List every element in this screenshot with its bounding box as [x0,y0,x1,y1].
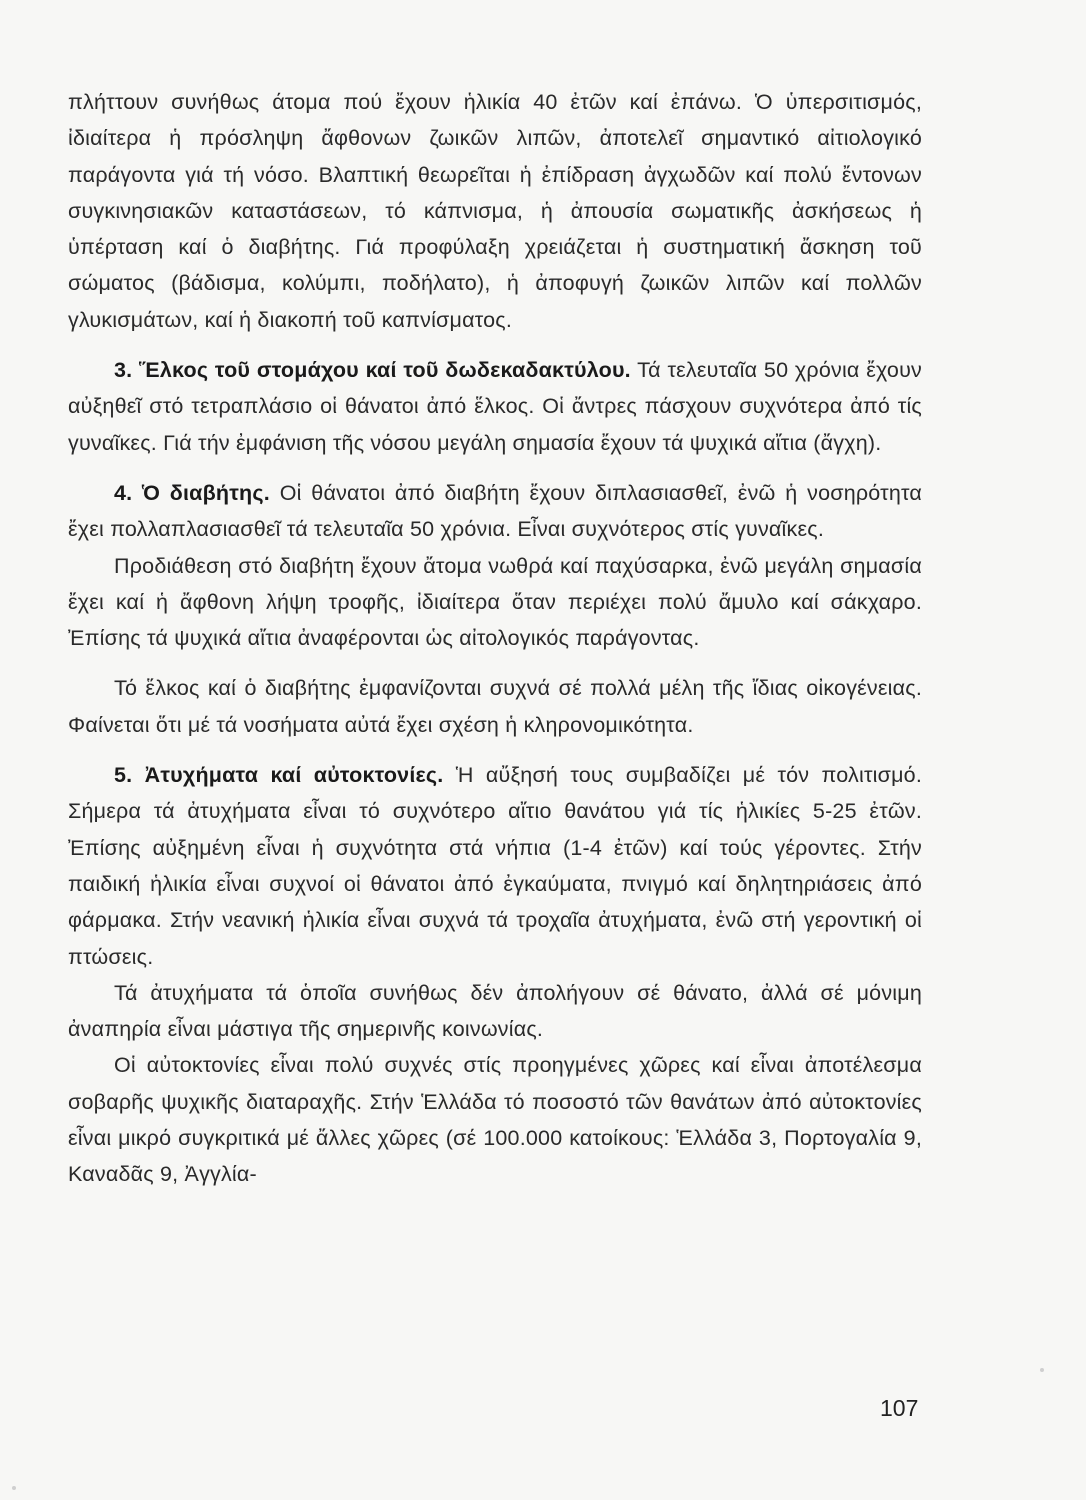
section-heading: Ὁ διαβήτης. [142,480,270,505]
section-text: Τά τελευταῖα 50 χρόνια ἔχουν αὐξηθεῖ στό τετραπλάσιο οἱ θάνατοι ἀπό ἕλκος. Οἱ ἄντρες πάσχουν συχνότερα ἀπό τίς γυναῖκες. Γιά τήν ἐμφάνιση τῆς νόσου μεγάλη σημασία ἔχουν τά ψυχικά αἴτια (ἄγχη). [68,358,922,455]
paragraph-suicides: Οἱ αὐτοκτονίες εἶναι πολύ συχνές στίς προηγμένες χῶρες καί εἶναι ἀποτέλεσμα σοβαρῆς ψυχικῆς διαταραχῆς. Στήν Ἑλλάδα τό ποσοστό τῶν θανάτων ἀπό αὐτοκτονίες εἶναι μικρό συγκριτικά μέ ἄλλες χῶρες (σέ 100.000 κατοίκους: Ἑλλάδα 3, Πορτογαλία 9, Καναδᾶς 9, Ἀγγλία- [68,1053,922,1187]
document-page [68,84,922,1193]
section-heading: Ἕλκος τοῦ στομάχου καί τοῦ δωδεκαδακτύλου. [139,358,631,383]
section-text: Οἱ θάνατοι ἀπό διαβήτη ἔχουν διπλασιασθεῖ, ἐνῶ ἡ νοσηρότητα ἔχει πολλαπλασιασθεῖ τά τελευταῖα 50 χρόνια. Εἶναι συχνότερος στίς γυναῖκες. [68,480,922,542]
paragraph-accidents-disability: Τά ἀτυχήματα τά ὁποῖα συνήθως δέν ἀπολήγουν σέ θάνατο, ἀλλά σέ μόνιμη ἀναπηρία εἶναι μάστιγα τῆς σημερινῆς κοινωνίας. [68,980,922,1042]
section-heading: Ἀτυχήματα καί αὐτοκτονίες. [144,763,444,788]
section-diabetes [68,475,922,548]
paragraph-heredity: Τό ἕλκος καί ὁ διαβήτης ἐμφανίζονται συχνά σέ πολλά μέλη τῆς ἴδιας οἰκογένειας. Φαίνεται ὅτι μέ τά νοσήματα αὐτά ἔχει σχέση ἡ κληρονομικότητα. [68,676,922,737]
page-number: 107 [880,1395,919,1421]
scan-artifact [1040,1368,1044,1372]
scan-artifact [12,1486,16,1490]
section-number: 3. [114,358,133,383]
section-accidents [68,757,922,975]
section-ulcer [68,352,922,461]
section-number: 5. [114,763,133,788]
paragraph-heart-disease-risk: πλήττουν συνήθως άτομα πού ἔχουν ἡλικία 40 ἐτῶν καί ἐπάνω. Ὁ ὑπερσιτισμός, ἰδιαίτερα ἡ πρόσληψη ἄφθονων ζωικῶν λιπῶν, ἀποτελεῖ σημαντικό αἰτιολογικό παράγοντα γιά τή νόσο. Βλαπτική θεωρεῖται ἡ ἐπίδραση ἀγχωδῶν καί πολύ ἔντονων συγκινησιακῶν καταστάσεων, τό κάπνισμα, ἡ ἀπουσία σωματικῆς ἀσκήσεως ἡ ὑπέρταση καί ὁ διαβήτης. Γιά προφύλαξη χρειάζεται ἡ συστηματική ἄσκηση τοῦ σώματος (βάδισμα, κολύμπι, ποδήλατο), ἡ ἀποφυγή ζωικῶν λιπῶν καί πολλῶν γλυκισμάτων, καί ἡ διακοπή τοῦ καπνίσματος. [68,90,922,332]
section-number: 4. [114,480,133,505]
section-text: Ἡ αὔξησή τους συμβαδίζει μέ τόν πολιτισμό. Σήμερα τά ἀτυχήματα εἶναι τό συχνότερο αἴτιο θανάτου γιά τίς ἡλικίες 5-25 ἐτῶν. Ἐπίσης αὐξημένη εἶναι ἡ συχνότητα στά νήπια (1-4 ἐτῶν) καί τούς γέροντες. Στήν παιδική ἡλικία εἶναι συχνοί οἱ θάνατοι ἀπό ἐγκαύματα, πνιγμό καί δηλητηριάσεις ἀπό φάρμακα. Στήν νεανική ἡλικία εἶναι συχνά τά τροχαῖα ἀτυχήματα, ἐνῶ στή γεροντική οἱ πτώσεις. [68,763,922,969]
paragraph-diabetes-predisposition: Προδιάθεση στό διαβήτη ἔχουν ἄτομα νωθρά καί παχύσαρκα, ἐνῶ μεγάλη σημασία ἔχει καί ἡ ἄφθονη λήψη τροφῆς, ἰδιαίτερα ὅταν περιέχει πολύ ἄμυλο καί σάκχαρο. Ἐπίσης τά ψυχικά αἴτια ἀναφέρονται ὡς αἰτολογικός παράγοντας. [68,553,922,651]
